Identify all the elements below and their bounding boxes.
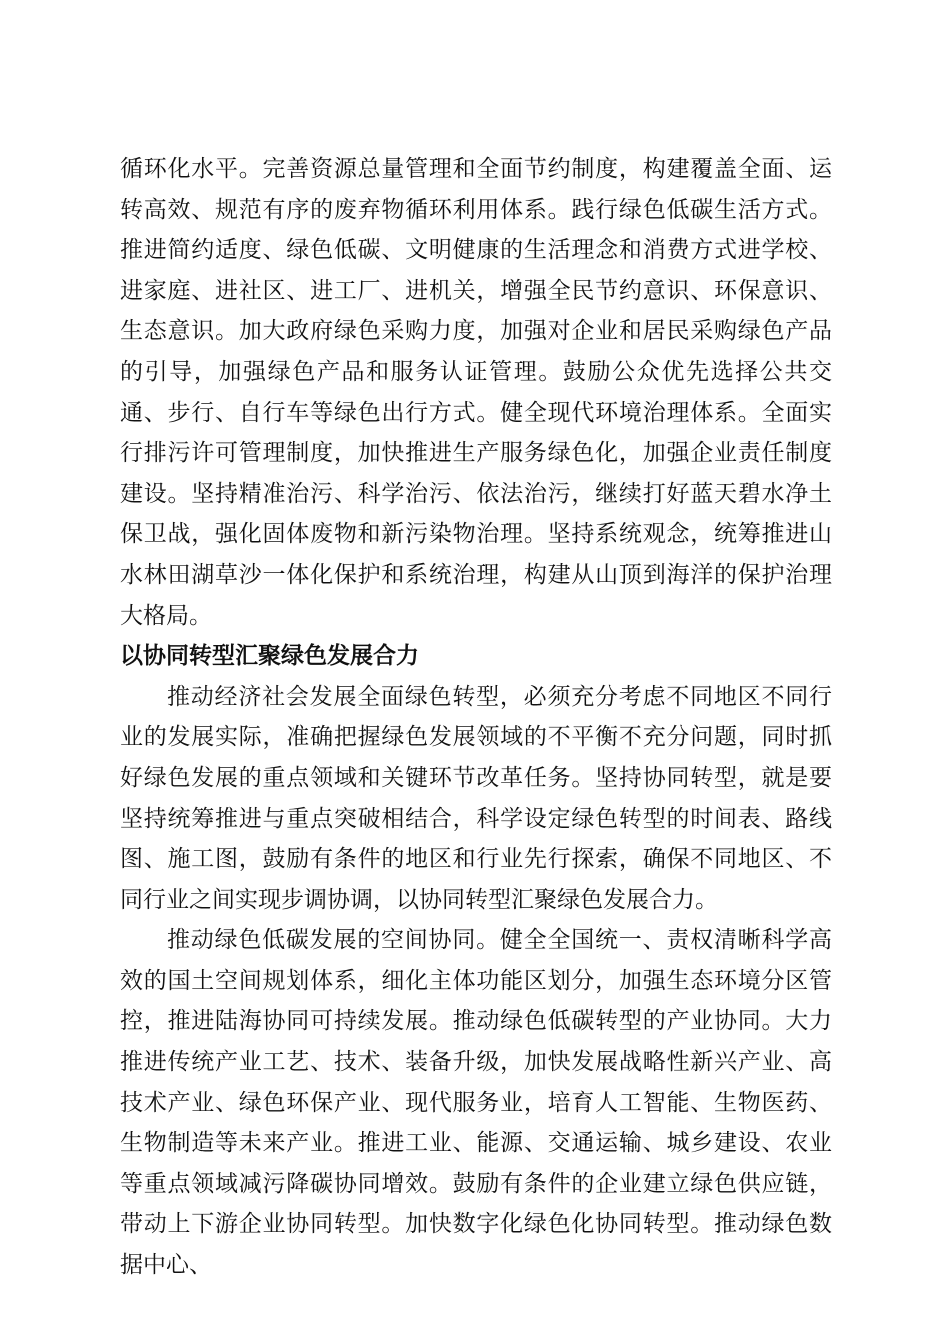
paragraph-continued: 循环化水平。完善资源总量管理和全面节约制度，构建覆盖全面、运转高效、规范有序的废弃物循环利用体系。践行绿色低碳生活方式。推进简约适度、绿色低碳、文明健康的生活理念和消费方式进学校、进家庭、进社区、进工厂、进机关，增强全民节约意识、环保意识、生态意识。加大政府绿色采购力度，加强对企业和居民采购绿色产品的引导，加强绿色产品和服务认证管理。鼓励公众优先选择公共交通、步行、自行车等绿色出行方式。健全现代环境治理体系。全面实行排污许可管理制度，加快推进生产服务绿色化，加强企业责任制度建设。坚持精准治污、科学治污、依法治污，继续打好蓝天碧水净土保卫战，强化固体废物和新污染物治理。坚持系统观念，统筹推进山水林田湖草沙一体化保护和系统治理，构建从山顶到海洋的保护治理大格局。 [120, 156, 832, 629]
section-heading: 以协同转型汇聚绿色发展合力 [120, 643, 419, 670]
paragraph-intro: 推动经济社会发展全面绿色转型，必须充分考虑不同地区不同行业的发展实际，准确把握绿色发展领域的不平衡不充分问题，同时抓好绿色发展的重点领域和关键环节改革任务。坚持协同转型，就是要坚持统筹推进与重点突破相结合，科学设定绿色转型的时间表、路线图、施工图，鼓励有条件的地区和行业先行探索，确保不同地区、不同行业之间实现步调协调，以协同转型汇聚绿色发展合力。 [120, 683, 832, 913]
paragraph-spatial-industrial: 推动绿色低碳发展的空间协同。健全全国统一、责权清晰科学高效的国土空间规划体系，细化主体功能区划分，加强生态环境分区管控，推进陆海协同可持续发展。推动绿色低碳转型的产业协同。大力推进传统产业工艺、技术、装备升级，加快发展战略性新兴产业、高技术产业、绿色环保产业、现代服务业，培育人工智能、生物医药、生物制造等未来产业。推进工业、能源、交通运输、城乡建设、农业等重点领域减污降碳协同增效。鼓励有条件的企业建立绿色供应链，带动上下游企业协同转型。加快数字化绿色化协同转型。推动绿色数据中心、 [120, 927, 832, 1279]
document-body [120, 149, 832, 1286]
